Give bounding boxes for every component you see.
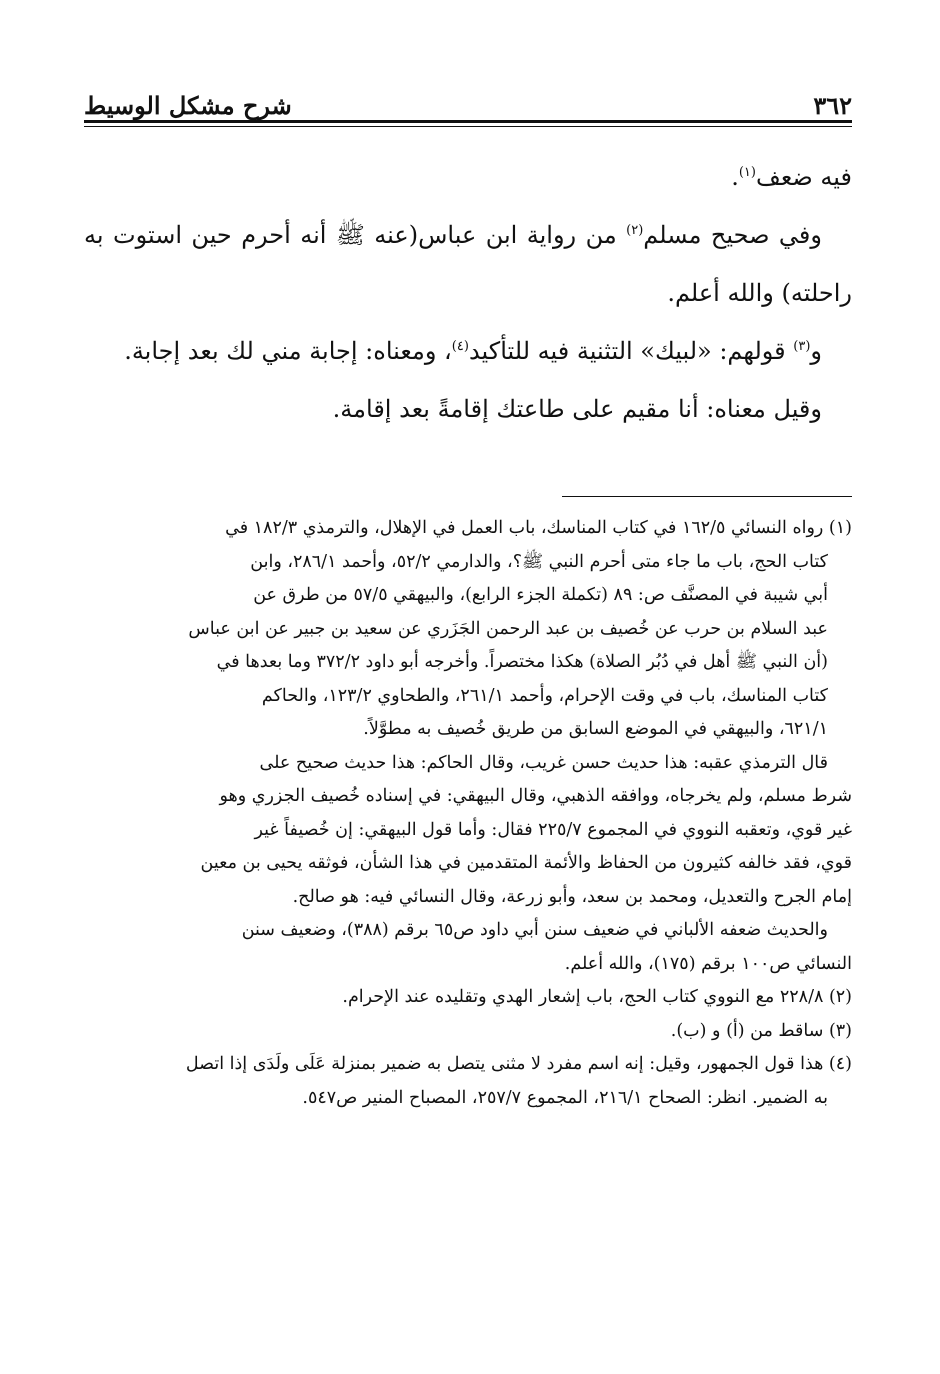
- footnote-3: (٣) ساقط من (أ) و (ب).: [670, 1020, 852, 1041]
- footnote-ref-1: (١): [738, 165, 756, 180]
- footnote-1-line: عبد السلام بن حرب عن خُصيف بن عبد الرحمن الجَزَري عن سعيد بن جبير عن ابن عباس: [188, 618, 828, 639]
- main-text: [84, 148, 852, 438]
- footnote-4-line: (٤) هذا قول الجمهور، وقيل: إنه اسم مفرد لا مثنى يتصل به ضمير بمنزلة عَلَى ولَدَى إذا اتصل: [185, 1054, 852, 1074]
- footnote-4-line: به الضمير. انظر: الصحاح ٢١٦/١، المجموع ٢٥٧/٧، المصباح المنير ص٥٤٧.: [302, 1087, 828, 1108]
- footnote-1-line: (١) رواه النسائي ١٦٢/٥ في كتاب المناسك، باب العمل في الإهلال، والترمذي ١٨٢/٣ في: [225, 518, 852, 538]
- footnote-1-line: كتاب الحج، باب ما جاء متى أحرم النبي ﷺ؟، والدارمي ٥٢/٢، وأحمد ٢٨٦/١، وابن: [250, 551, 828, 572]
- page-number: ٣٦٢: [813, 91, 852, 120]
- main-paragraph-2: وفي صحيح مسلم$^{(٢)}$ من رواية ابن عباس(عنه ﷺ أنه أحرم حين استوت به راحلته) والله أعلم.: [84, 221, 852, 307]
- main-paragraph-3: و$^{(٣)}$ قولهم: «لبيك» التثنية فيه للتأكيد$^{(٤)}$، ومعناه: إجابة مني لك بعد إجابة.: [124, 337, 822, 365]
- footnote-1-p3-line: النسائي ص١٠٠ برقم (١٧٥)، والله أعلم.: [564, 953, 852, 974]
- footnote-ref-3: (٣): [793, 339, 811, 354]
- book-title: شرح مشكل الوسيط: [84, 91, 292, 120]
- main-paragraph-4: وقيل معناه: أنا مقيم على طاعتك إقامةً بعد إقامة.: [332, 395, 822, 423]
- footnote-1-p2-line: شرط مسلم، ولم يخرجاه، ووافقه الذهبي، وقال البيهقي: في إسناده خُصيف الجزري وهو: [219, 786, 852, 806]
- footnote-1-line: (أن النبي ﷺ أهل في دُبُر الصلاة) هكذا مختصراً. وأخرجه أبو داود ٣٧٢/٢ وما بعدها في: [216, 652, 828, 672]
- main-paragraph-1: فيه ضعف$^{(١)}$.: [731, 163, 852, 191]
- header-rule: [84, 120, 852, 123]
- footnote-1-line: ٦٢١/١، والبيهقي في الموضع السابق من طريق خُصيف به مطوَّلاً.: [363, 719, 828, 739]
- footnote-1-line: كتاب المناسك، باب في وقت الإحرام، وأحمد ٢٦١/١، والطحاوي ١٢٣/٢، والحاكم: [261, 685, 828, 706]
- footnote-1-p2-line: غير قوي، وتعقبه النووي في المجموع ٢٢٥/٧ فقال: وأما قول البيهقي: إن خُصيفاً غير: [254, 819, 852, 840]
- footnote-1-p3-line: والحديث ضعفه الألباني في ضعيف سنن أبي داود ص٦٥ برقم (٣٨٨)، وضعيف سنن: [241, 920, 828, 940]
- footnote-2: (٢) ٢٢٨/٨ مع النووي كتاب الحج، باب إشعار الهدي وتقليده عند الإحرام.: [342, 987, 852, 1007]
- running-header: [84, 84, 852, 120]
- footnote-ref-2: (٢): [626, 223, 644, 238]
- footnotes: [84, 512, 852, 1115]
- footnote-1-p2-line: قوي، فقد خالفه كثيرون من الحفاظ والأئمة المتقدمين في هذا الشأن، فوثقه يحيى بن معين: [200, 853, 852, 873]
- footnote-separator: [562, 496, 852, 497]
- footnote-ref-4: (٤): [451, 339, 469, 354]
- footnote-1-line: أبي شيبة في المصنَّف ص: ٨٩ (تكملة الجزء الرابع)، والبيهقي ٥٧/٥ من طرق عن: [253, 585, 828, 605]
- footnote-1-p2-line: قال الترمذي عقبه: هذا حديث حسن غريب، وقال الحاكم: هذا حديث صحيح على: [259, 752, 828, 773]
- header-rule-thin: [84, 126, 852, 127]
- footnote-1-p2-line: إمام الجرح والتعديل، ومحمد بن سعد، وأبو زرعة، وقال النسائي فيه: هو صالح.: [292, 886, 852, 907]
